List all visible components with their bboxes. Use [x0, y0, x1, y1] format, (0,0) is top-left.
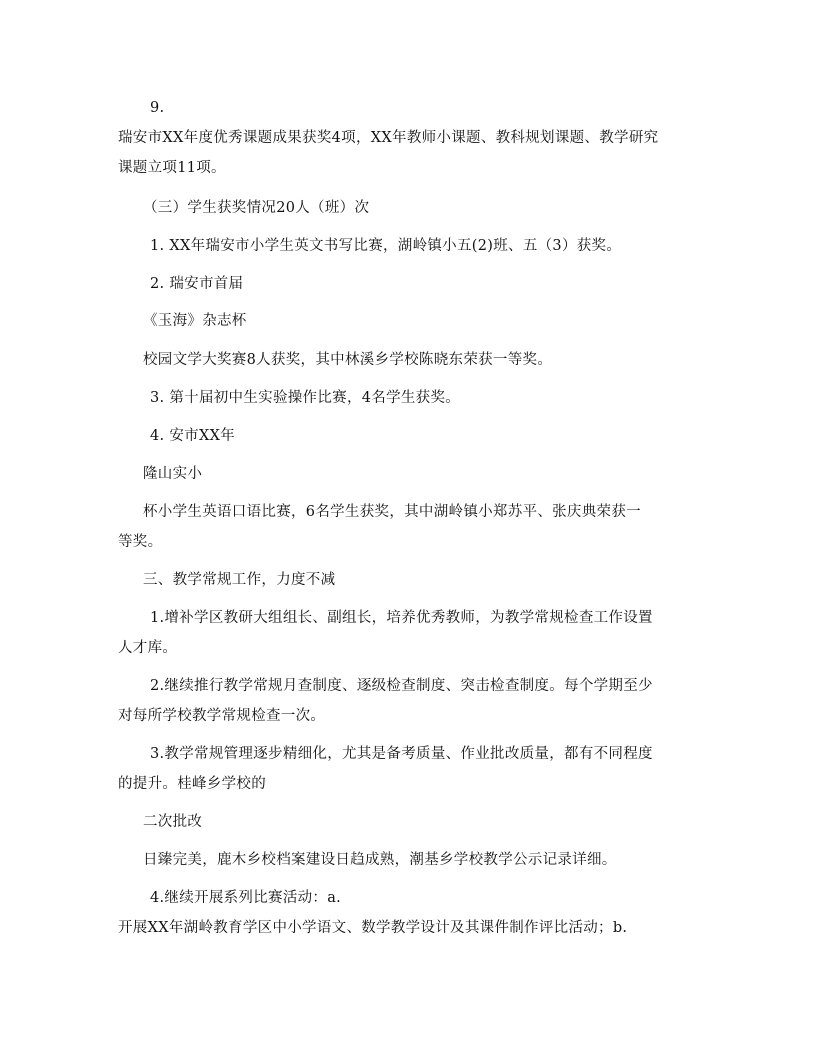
- paragraph-line: 校园文学大奖赛8人获奖，其中林溪乡学校陈晓东荣获一等奖。: [143, 352, 553, 368]
- paragraph-line: 二次批改: [143, 814, 203, 830]
- list-item: 3.教学常规管理逐步精细化，尤其是备考质量、作业批改质量，都有不同程度: [150, 746, 653, 762]
- paragraph-line: 等奖。: [118, 534, 163, 550]
- paragraph-line: 人才库。: [118, 640, 178, 656]
- list-item: 2.继续推行教学常规月查制度、逐级检查制度、突击检查制度。每个学期至少: [150, 678, 653, 694]
- paragraph-line: 杯小学生英语口语比赛，6名学生获奖，其中湖岭镇小郑苏平、张庆典荣获一: [143, 504, 641, 520]
- list-item: 4. 安市XX年: [150, 428, 235, 444]
- list-item: 4.继续开展系列比赛活动：a.: [150, 890, 342, 906]
- paragraph-line: 《玉海》杂志杯: [143, 313, 247, 329]
- paragraph-line: 对每所学校教学常规检查一次。: [118, 708, 326, 724]
- list-item: 1.增补学区教研大组组长、副组长，培养优秀教师，为教学常规检查工作设置: [150, 610, 653, 626]
- paragraph-line: 课题立项11项。: [118, 160, 226, 176]
- paragraph-line: 日臻完美，鹿木乡校档案建设日趋成熟，潮基乡学校教学公示记录详细。: [143, 852, 617, 868]
- paragraph-line: 的提升。桂峰乡学校的: [118, 776, 266, 792]
- paragraph-line: 隆山实小: [143, 466, 203, 482]
- paragraph-line: 9.: [150, 100, 165, 116]
- paragraph-line: 瑞安市XX年度优秀课题成果获奖4项，XX年教师小课题、教科规划课题、教学研究: [118, 130, 659, 146]
- list-item: 3. 第十届初中生实验操作比赛，4名学生获奖。: [150, 390, 461, 406]
- list-item: 2. 瑞安市首届: [150, 276, 244, 292]
- section-heading: 三、教学常规工作，力度不减: [143, 572, 336, 588]
- section-heading: （三）学生获奖情况20人（班）次: [143, 200, 370, 216]
- list-item: 1. XX年瑞安市小学生英文书写比赛，湖岭镇小五(2)班、五（3）获奖。: [150, 238, 622, 254]
- paragraph-line: 开展XX年湖岭教育学区中小学语文、数学教学设计及其课件制作评比活动；b.: [118, 920, 628, 936]
